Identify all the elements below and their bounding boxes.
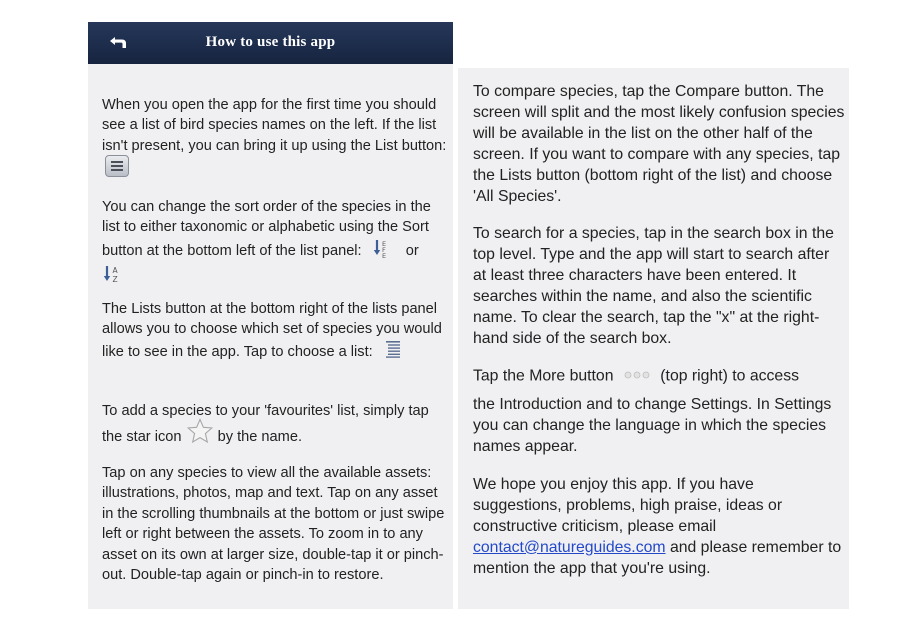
contact-email-link[interactable]: contact@natureguides.com — [473, 538, 666, 556]
help-paragraph-compare: To compare species, tap the Compare button. The screen will split and the most likely confusion species will be available in the list on the other half of the screen. If you want to compare with any species, tap the Lists button (bottom right of the list) and choose 'All Species'. — [473, 83, 845, 205]
help-paragraph-contact: We hope you enjoy this app. If you have suggestions, problems, high praise, ideas or constructive criticism, please email contact@natureguides.com and please remember to mention the app that you're using. — [473, 476, 842, 577]
help-paragraph-sort: You can change the sort order of the species in the list to either taxonomic or alphabetic using the Sort button at the bottom left of the list panel: E F E or A Z — [102, 197, 447, 291]
svg-text:E: E — [381, 251, 386, 258]
help-paragraph-favourites: To add a species to your 'favourites' list, simply tap the star icon by the name. — [102, 401, 447, 454]
header-bar — [88, 22, 453, 64]
svg-text:E: E — [381, 239, 386, 248]
help-paragraph-lists: The Lists button at the bottom right of the lists panel allows you to choose which set of species you would like to see in the app. Tap to choose a list: — [102, 299, 447, 364]
svg-text:F: F — [381, 245, 386, 254]
help-paragraph-list: When you open the app for the first time you should see a list of bird species names on the left. If the list isn't present, you can bring it up using the List button: — [102, 95, 447, 178]
page-title: How to use this app — [205, 34, 336, 50]
lists-icon — [385, 340, 401, 364]
help-paragraph-more: Tap the More button (top right) to access — [473, 366, 845, 388]
svg-text:A: A — [112, 266, 118, 276]
svg-text:Z: Z — [112, 275, 118, 285]
help-paragraph-assets: Tap on any species to view all the available assets: illustrations, photos, map and text. Tap on any asset in the scrolling thumbnails at the bottom or just swipe left or right between the assets. To zoom in to any asset on its own at larger size, double-tap it or pinch-out. Double-tap again or pinch-in to restore. — [102, 465, 445, 584]
help-paragraph-search: To search for a species, tap in the search box in the top level. Type and the app will start to search after at least three characters have been entered. It searches within the name, and also the scientific name. To clear the search, tap the "x" at the right-hand side of the search box. — [473, 225, 834, 347]
help-paragraph-settings: the Introduction and to change Settings. In Settings you can change the language in which the species names appear. — [473, 396, 832, 455]
sort-alpha-icon — [102, 264, 122, 290]
list-button-icon — [105, 155, 129, 177]
star-icon — [186, 418, 214, 450]
more-dots-icon — [622, 366, 652, 387]
sort-taxonomic-icon — [372, 238, 392, 264]
